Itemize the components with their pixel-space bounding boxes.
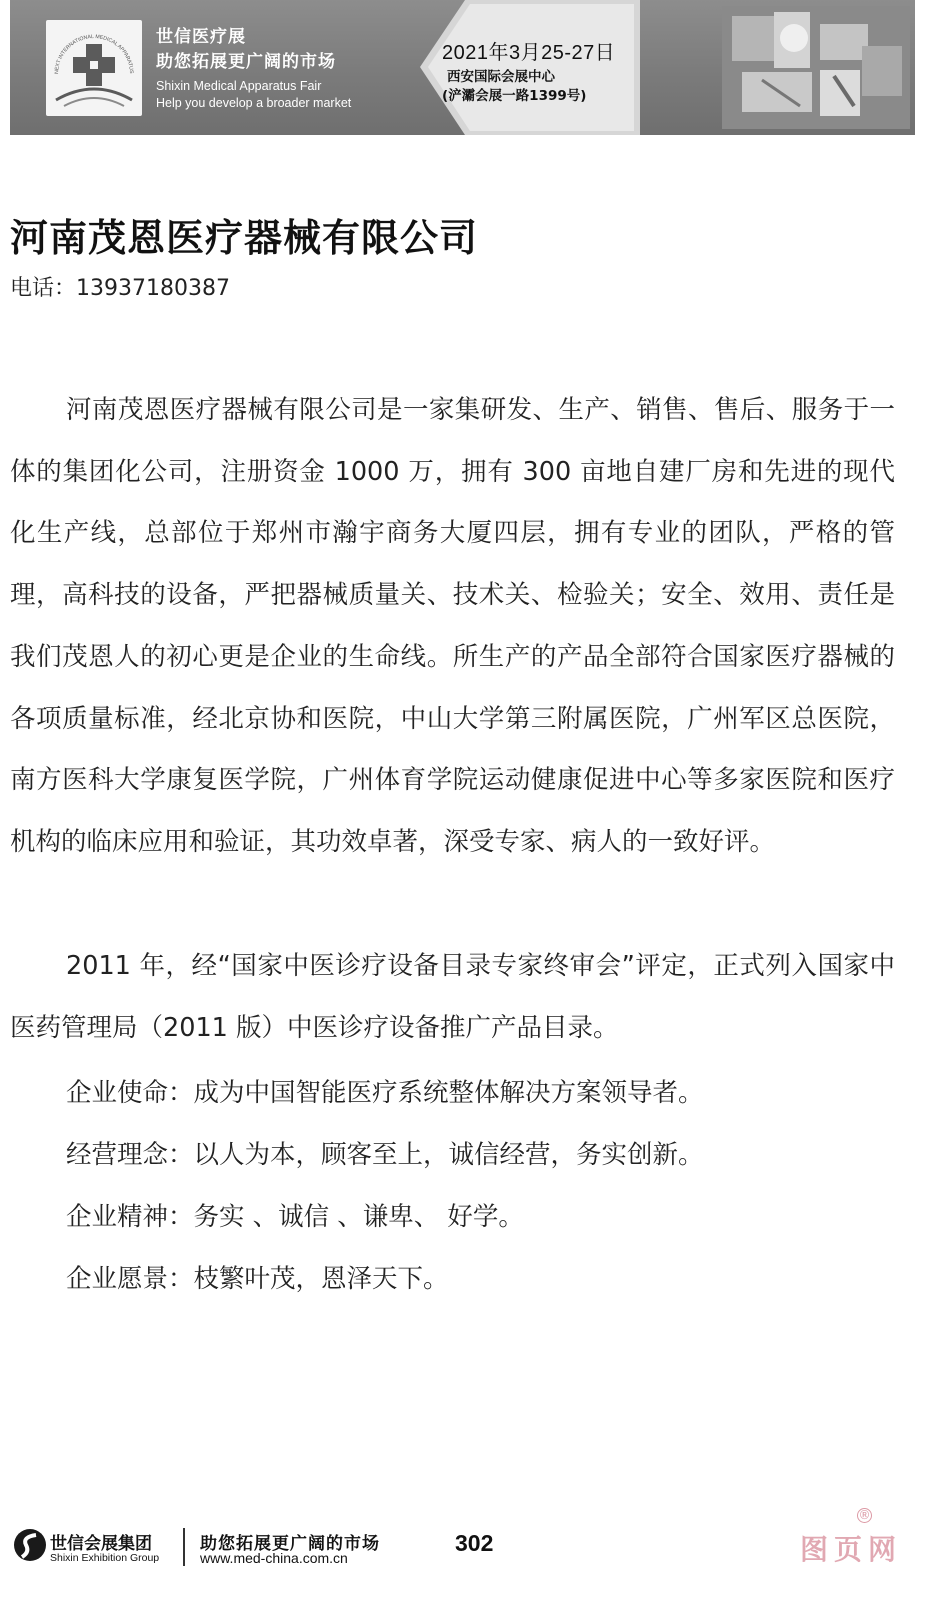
phone-number: 13937180387 — [76, 276, 230, 301]
fair-banner — [10, 0, 915, 135]
footer-divider — [183, 1528, 185, 1566]
fair-date: 2021年3月25-27日 — [442, 42, 616, 64]
registered-mark-icon: ® — [858, 1508, 871, 1522]
medical-cross-logo-icon — [46, 20, 142, 116]
fair-venue: 西安国际会展中心 — [447, 69, 555, 85]
footer-slogan: 助您拓展更广阔的市场 — [200, 1534, 380, 1554]
philosophy-line: 经营理念：以人为本，顾客至上，诚信经营，务实创新。 — [66, 1140, 704, 1170]
fair-logo — [46, 20, 142, 116]
medical-equipment-photo-collage — [722, 6, 910, 129]
site-watermark: 图页网 — [800, 1533, 903, 1566]
footer-brand: 世信会展集团 — [50, 1534, 152, 1554]
vision-line: 企业愿景：枝繁叶茂，恩泽天下。 — [66, 1264, 449, 1294]
phone-row — [10, 271, 230, 302]
footer-url[interactable]: www.med-china.com.cn — [200, 1550, 348, 1566]
spirit-line: 企业精神：务实 、诚信 、谦卑、 好学。 — [66, 1202, 524, 1232]
shixin-logo-icon — [12, 1527, 48, 1563]
phone-label: 电话： — [10, 276, 77, 301]
fair-title-cn: 世信医疗展 — [156, 27, 246, 47]
svg-text:NEXT INTERNATIONAL MEDICAL APP: NEXT INTERNATIONAL MEDICAL APPARATUS — [53, 33, 135, 75]
fair-title-en: Shixin Medical Apparatus Fair — [156, 79, 322, 93]
footer-brand-en: Shixin Exhibition Group — [50, 1552, 160, 1564]
company-name: 河南茂恩医疗器械有限公司 — [10, 216, 479, 260]
mission-line: 企业使命：成为中国智能医疗系统整体解决方案领导者。 — [66, 1078, 704, 1108]
catalog-paragraph: 2011 年，经“国家中医诊疗设备目录专家终审会”评定，正式列入国家中医药管理局（2011 版）中医诊疗设备推广产品目录。 — [10, 951, 895, 1043]
fair-slogan-en: Help you develop a broader market — [156, 96, 352, 110]
page-number: 302 — [455, 1530, 494, 1556]
fair-slogan-cn: 助您拓展更广阔的市场 — [156, 52, 336, 72]
company-intro-paragraph: 河南茂恩医疗器械有限公司是一家集研发、生产、销售、售后、服务于一体的集团化公司，注册资金 1000 万，拥有 300 亩地自建厂房和先进的现代化生产线，总部位于郑州市瀚宇商务大厦四层，拥有专业的团队，严格的管理，高科技的设备，严把器械质量关、技术关、检验关；安全、效用、责任是我们茂恩人的初心更是企业的生命线。所生产的产品全部符合国家医疗器械的各项质量标准，经北京协和医院，中山大学第三附属医院，广州军区总医院，南方医科大学康复医学院，广州体育学院运动健康促进中心等多家医院和医疗机构的临床应用和验证，其功效卓著，深受专家、病人的一致好评。 — [10, 395, 895, 857]
fair-venue-address: (浐灞会展一路1399号) — [442, 88, 587, 104]
